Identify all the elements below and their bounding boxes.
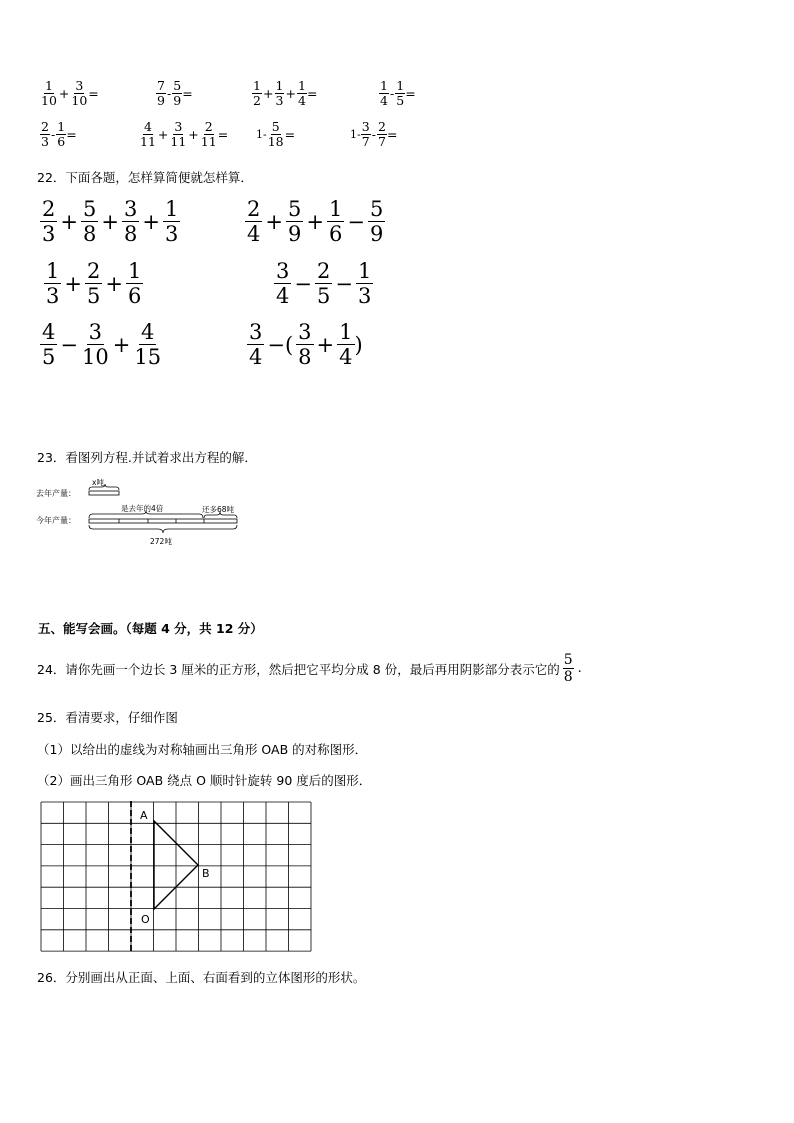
label-o: O [141, 913, 150, 926]
denominator: 9 [157, 93, 165, 109]
operator: + [64, 271, 82, 296]
q21-expr-2 [156, 79, 193, 109]
numerator: 2 [377, 119, 386, 134]
numerator: 3 [88, 320, 103, 344]
denominator: 11 [170, 134, 187, 150]
q22-expr-2 [245, 197, 385, 246]
q24-text: 24．请你先画一个边长 3 厘米的正方形，然后把它平均分成 8 份，最后再用阴影部分表示它的 [37, 661, 560, 677]
numerator: 1 [275, 78, 284, 93]
numerator: 2 [42, 197, 56, 221]
numerator: 5 [271, 119, 280, 134]
numerator: 3 [123, 197, 138, 221]
denominator: 4 [249, 345, 263, 370]
numerator: 3 [174, 119, 183, 134]
numerator: 4 [42, 320, 56, 344]
last-year-bar [89, 491, 119, 495]
q25-title: 25．看清要求，仔细作图 [37, 710, 178, 725]
operator: - [51, 127, 56, 143]
denominator: 6 [57, 134, 66, 150]
denominator: 6 [127, 284, 142, 309]
denominator: 3 [41, 134, 49, 150]
this-year-bar [89, 519, 237, 523]
label-a: A [140, 809, 148, 822]
section5-title: 五、能写会画。（每题 4 分，共 12 分） [38, 621, 263, 636]
q21-expr-4 [379, 79, 416, 109]
total-label: 272吨 [150, 537, 172, 546]
denominator: 4 [247, 222, 261, 247]
equals: = [88, 86, 99, 102]
equals: = [182, 86, 193, 102]
numerator: 1 [44, 78, 53, 93]
numerator: 1 [380, 78, 388, 93]
q21-expr-6 [139, 120, 228, 150]
numerator: 2 [41, 119, 49, 134]
denominator: 3 [42, 222, 56, 247]
numerator: 4 [141, 320, 155, 344]
operator: + [60, 209, 78, 234]
denominator: 5 [396, 93, 405, 109]
q22-expr-4 [274, 259, 373, 308]
equals: = [66, 127, 77, 143]
numerator: 1 [396, 78, 405, 93]
numerator: 5 [173, 78, 182, 93]
denominator: 8 [82, 222, 97, 247]
q21-expr-7 [256, 120, 295, 150]
numerator: 2 [204, 119, 213, 134]
q21-expr-3 [252, 79, 317, 109]
denominator: 5 [86, 284, 101, 309]
this-year-label: 今年产量： [36, 516, 76, 525]
denominator: 3 [46, 284, 60, 309]
denominator: 5 [42, 345, 56, 370]
times-brace [89, 511, 203, 518]
x-label: x吨 [92, 478, 104, 487]
numerator: 5 [563, 652, 573, 668]
operator: - [371, 127, 376, 143]
denominator: 18 [267, 134, 284, 150]
operator: − [347, 209, 365, 234]
operator: + [306, 209, 324, 234]
q21-expr-1 [40, 79, 99, 109]
equals: = [386, 127, 398, 143]
numerator: 3 [298, 320, 312, 344]
grid-lines [41, 802, 311, 951]
lead: 1- [350, 128, 361, 142]
numerator: 5 [287, 197, 302, 221]
numerator: 2 [316, 259, 331, 283]
operator: + [105, 271, 123, 296]
denominator: 6 [328, 222, 343, 247]
numerator: 7 [157, 78, 165, 93]
q21-expr-8 [350, 120, 397, 150]
q22-title: 22．下面各题，怎样算简便就怎样算． [37, 170, 253, 185]
denominator: 9 [287, 222, 302, 247]
numerator: 1 [357, 259, 372, 283]
numerator: 3 [75, 78, 84, 93]
operator: − [335, 271, 353, 296]
times-label: 是去年的4倍 [121, 504, 164, 513]
denominator: 15 [134, 345, 162, 370]
numerator: 1 [328, 197, 343, 221]
denominator: 10 [41, 93, 57, 109]
q25-sub1: （1）以给出的虚线为对称轴画出三角形 OAB 的对称图形． [37, 742, 368, 757]
q23-line-diagram [36, 474, 256, 550]
denominator: 2 [253, 93, 261, 109]
equals: = [306, 86, 318, 102]
q24-end: . [577, 661, 582, 677]
q22-expr-6 [247, 320, 363, 369]
close-paren: ) [354, 332, 363, 357]
denominator: 10 [81, 345, 109, 370]
q24-line [37, 652, 582, 685]
numerator: 3 [361, 119, 370, 134]
q24-fraction [563, 652, 574, 685]
operator: + [142, 209, 160, 234]
denominator: 8 [563, 669, 573, 686]
more-label: 还多68吨 [202, 505, 235, 514]
operator: + [188, 127, 199, 143]
denominator: 4 [276, 284, 290, 309]
denominator: 3 [357, 284, 372, 309]
q23-title: 23．看图列方程.并试着求出方程的解． [37, 450, 257, 465]
numerator: 1 [57, 119, 66, 134]
denominator: 8 [298, 345, 312, 370]
denominator: 3 [275, 93, 284, 109]
operator: - [167, 86, 172, 102]
denominator: 8 [123, 222, 138, 247]
operator: - [390, 86, 395, 102]
operator: + [316, 332, 335, 357]
numerator: 4 [143, 119, 152, 134]
numerator: 1 [46, 259, 60, 283]
operator: + [157, 127, 169, 143]
denominator: 10 [71, 93, 88, 109]
q22-expr-3 [44, 259, 143, 308]
operator: + [285, 86, 296, 102]
operator: + [101, 209, 119, 234]
numerator: 2 [86, 259, 101, 283]
numerator: 1 [297, 78, 306, 93]
denominator: 11 [200, 134, 217, 150]
numerator: 2 [247, 197, 261, 221]
operator: + [58, 86, 70, 102]
lead: 1- [256, 128, 267, 142]
q22-expr-1 [40, 197, 180, 246]
operator: − [60, 332, 78, 357]
label-b: B [202, 867, 210, 880]
numerator: 1 [339, 320, 353, 344]
denominator: 3 [164, 222, 179, 247]
numerator: 5 [82, 197, 97, 221]
q26-title: 26．分别画出从正面、上面、右面看到的立体图形的形状。 [37, 970, 366, 985]
operator: + [265, 209, 283, 234]
equals: = [217, 127, 229, 143]
numerator: 1 [164, 197, 179, 221]
total-brace [89, 525, 237, 533]
q25-grid [40, 801, 312, 953]
denominator: 4 [297, 93, 306, 109]
denominator: 5 [316, 284, 331, 309]
q25-sub2: （2）画出三角形 OAB 绕点 O 顺时针旋转 90 度后的图形． [37, 773, 372, 788]
denominator: 9 [369, 222, 384, 247]
equals: = [284, 127, 296, 143]
equals: = [405, 86, 416, 102]
numerator: 1 [127, 259, 142, 283]
numerator: 3 [276, 259, 290, 283]
q21-expr-5 [40, 120, 77, 150]
q22-expr-5 [40, 320, 162, 369]
denominator: 4 [380, 93, 388, 109]
operator: −( [267, 332, 294, 357]
denominator: 4 [339, 345, 353, 370]
operator: + [112, 332, 131, 357]
operator: + [263, 86, 274, 102]
denominator: 7 [377, 134, 386, 150]
operator: − [294, 271, 312, 296]
denominator: 9 [173, 93, 182, 109]
numerator: 5 [369, 197, 384, 221]
denominator: 11 [140, 134, 156, 150]
numerator: 1 [253, 78, 261, 93]
last-year-label: 去年产量： [36, 489, 76, 498]
numerator: 3 [249, 320, 263, 344]
denominator: 7 [361, 134, 370, 150]
